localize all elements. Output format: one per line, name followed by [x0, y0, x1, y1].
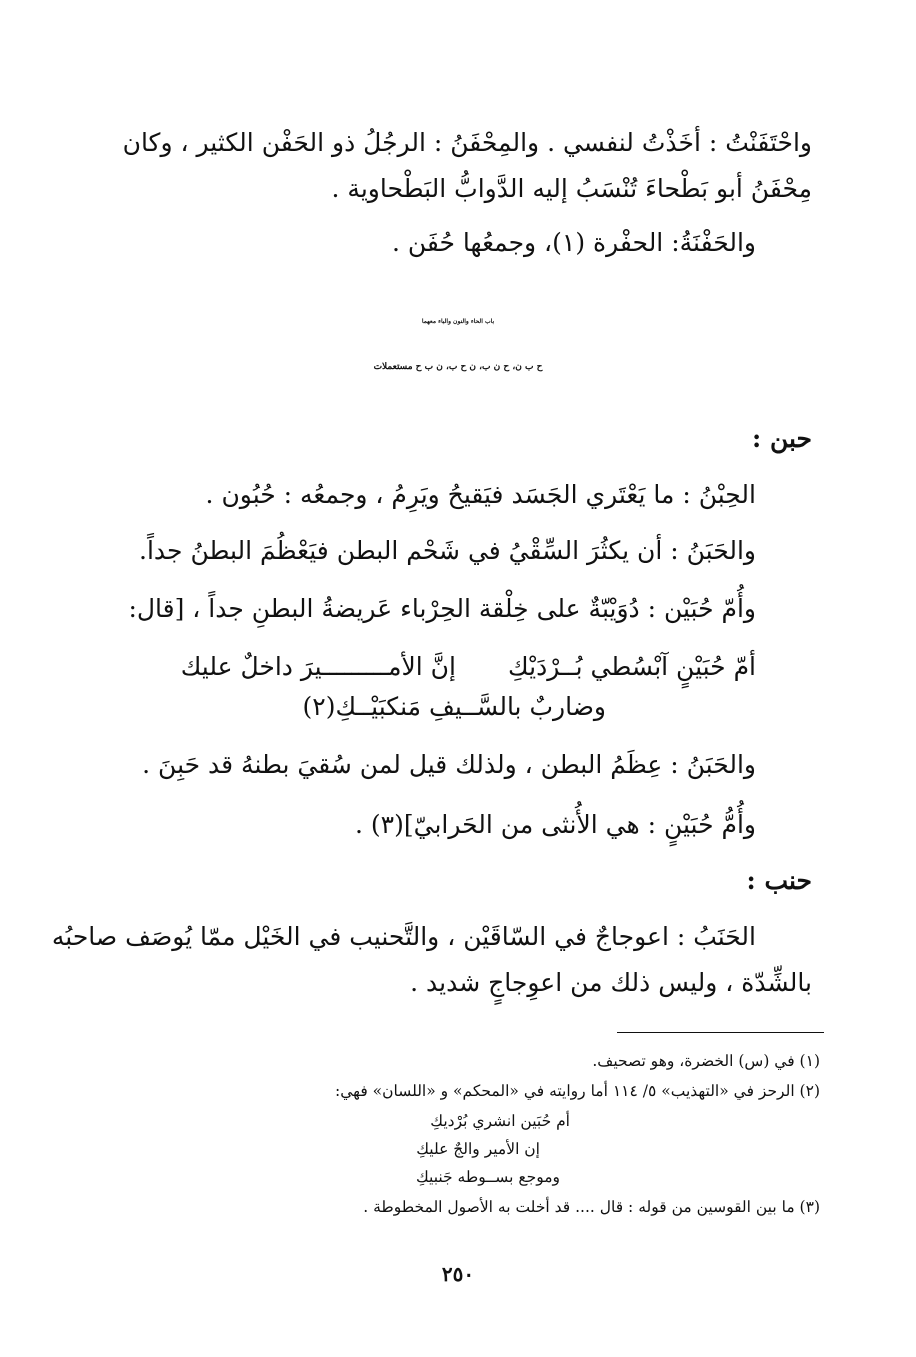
- verse-hemistich-1: أمّ حُبَيْنٍ آبْسُطي بُــرْدَيْكِ: [508, 652, 756, 681]
- footnote-3: (٣) ما بين القوسين من قوله : قال .... قد أخلت به الأصول المخطوطة .: [363, 1198, 820, 1216]
- habn-after-line-2: وأُمُّ حُبَيْنٍ : هي الأُنثى من الحَرابيّ](٣) .: [355, 810, 756, 839]
- footnote-2-verse-2: إن الأمير والجٌ عليكِ: [416, 1140, 540, 1158]
- verse-line-3: وضاربٌ بالسَّــيفِ مَنكبَيْــكِ(٢): [302, 692, 606, 721]
- hanab-line-2: بالشِّدّة ، وليس ذلك من اعوِجاجٍ شديد .: [410, 968, 812, 997]
- intro-line-3: والحَفْنَةُ: الحفْرة (١)، وجمعُها حُفَن .: [391, 228, 756, 257]
- entry-label-hanab: حنب :: [746, 866, 812, 895]
- habn-line-3: وأُمّ حُبَيْن : دُوَيْبّةٌ على خِلْقة الحِرْباء عَريضةُ البطنِ جداً ، [قال:: [128, 594, 756, 623]
- footnote-separator: [617, 1032, 824, 1033]
- chapter-subtitle: ح ب ن، ح ن ب، ن ح ب، ن ب ح مستعملات: [373, 362, 543, 372]
- habn-line-1: الحِبْنُ : ما يَعْتَري الجَسَد فيَقيحُ ويَرِمُ ، وجمعُه : حُبُون .: [205, 480, 756, 509]
- intro-line-2: مِحْفَنُ أبو بَطْحاءَ تُنْسَبُ إليه الدَّوابُّ البَطْحاوية .: [331, 174, 812, 203]
- page-number: ٢٥٠: [441, 1262, 475, 1286]
- habn-line-2: والحَبَنُ : أن يكثُرَ السِّقْيُ في شَحْم البطن فيَعْظُمَ البطنُ جداً.: [139, 536, 756, 565]
- habn-after-line-1: والحَبَنُ : عِظَمُ البطن ، ولذلك قيل لمن سُقيَ بطنهُ قد حَبِنَ .: [142, 750, 756, 779]
- footnote-2-verse-3: وموجع بســوطه جَنبيكِ: [415, 1168, 560, 1186]
- verse-hemistich-2: إنَّ الأمـــــــــيرَ داخلٌ عليك: [180, 652, 456, 681]
- hanab-line-1: الحَنَبُ : اعوجاجٌ في السّاقَيْن ، والتَّحنيب في الخَيْل ممّا يُوصَف صاحبُه: [51, 922, 756, 951]
- chapter-title: باب الحاء والنون والباء معهما: [421, 318, 495, 325]
- footnote-1: (١) في (س) الخضرة، وهو تصحيف.: [592, 1052, 820, 1070]
- footnote-2: (٢) الرحز في «التهذيب» ٥/ ١١٤ أما روايته في «المحكم» و «اللسان» فهي:: [335, 1082, 820, 1100]
- entry-label-habn: حبن :: [752, 424, 812, 453]
- intro-line-1: واحْتَفَنْتُ : أخَذْتُ لنفسي . والمِحْفَنُ : الرجُلُ ذو الحَفْن الكثير ، وكان: [122, 128, 812, 157]
- footnote-2-verse-1: أم حُبَين انشري بُرْديكِ: [430, 1112, 570, 1130]
